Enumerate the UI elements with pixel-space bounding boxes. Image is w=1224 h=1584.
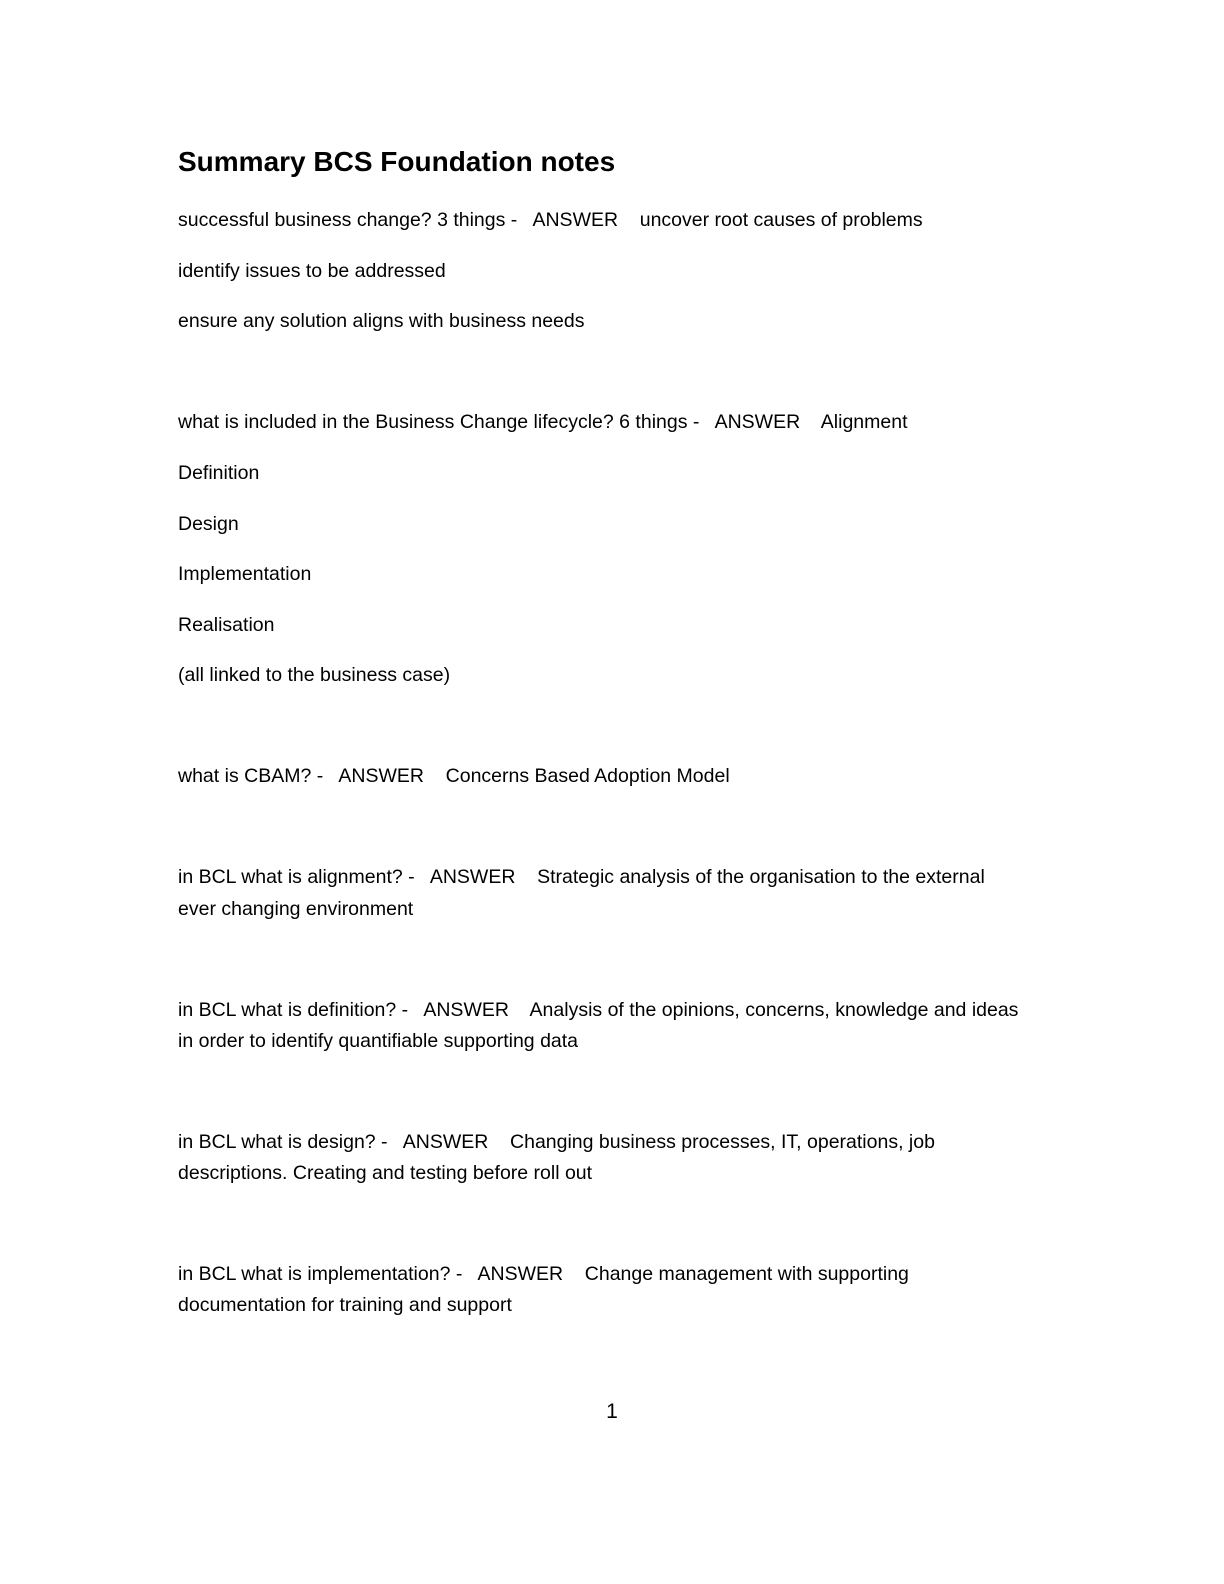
question-text: what is CBAM? -	[178, 765, 324, 787]
answer-text: Concerns Based Adoption Model	[445, 765, 730, 787]
answer-continuation-line: in order to identify quantifiable supporting data	[178, 1030, 579, 1052]
question-text: in BCL what is alignment? -	[178, 866, 415, 888]
answer-text: uncover root causes of problems	[639, 209, 923, 231]
answer-text: Changing business processes, IT, operations, job	[510, 1131, 935, 1153]
question-text: in BCL what is implementation? -	[178, 1263, 463, 1285]
answer-label: ANSWER	[477, 1263, 564, 1285]
answer-extra-line: Implementation	[178, 563, 312, 585]
qa-question-line	[178, 205, 923, 236]
qa-question-line	[178, 761, 730, 792]
answer-text: Analysis of the opinions, concerns, knowledge and ideas	[529, 999, 1019, 1021]
question-text: what is included in the Business Change lifecycle? 6 things -	[178, 411, 700, 433]
answer-text: Change management with supporting	[584, 1263, 909, 1285]
answer-extra-line: Definition	[178, 462, 260, 484]
page-title: Summary BCS Foundation notes	[178, 146, 616, 177]
answer-extra-line: Design	[178, 513, 239, 535]
qa-question-line	[178, 1259, 909, 1290]
answer-continuation-line: ever changing environment	[178, 898, 414, 920]
question-text: successful business change? 3 things -	[178, 209, 518, 231]
qa-question-line	[178, 407, 908, 438]
answer-text: Strategic analysis of the organisation to the external	[537, 866, 985, 888]
answer-continuation-line: documentation for training and support	[178, 1294, 512, 1316]
answer-extra-line: (all linked to the business case)	[178, 664, 451, 686]
answer-label: ANSWER	[423, 999, 509, 1021]
answer-extra-line: identify issues to be addressed	[178, 260, 446, 282]
answer-label: ANSWER	[714, 411, 801, 433]
answer-label: ANSWER	[429, 866, 516, 888]
answer-extra-line: ensure any solution aligns with business needs	[178, 310, 585, 332]
qa-question-line	[178, 995, 1018, 1026]
answer-label: ANSWER	[532, 209, 619, 231]
answer-label: ANSWER	[338, 765, 424, 787]
page-number: 1	[606, 1400, 618, 1423]
answer-continuation-line: descriptions. Creating and testing before roll out	[178, 1162, 593, 1184]
question-text: in BCL what is design? -	[178, 1131, 388, 1153]
answer-label: ANSWER	[402, 1131, 489, 1153]
qa-question-line	[178, 1127, 935, 1158]
qa-question-line	[178, 862, 985, 893]
answer-text: Alignment	[820, 411, 908, 433]
question-text: in BCL what is definition? -	[178, 999, 409, 1021]
answer-extra-line: Realisation	[178, 614, 275, 636]
